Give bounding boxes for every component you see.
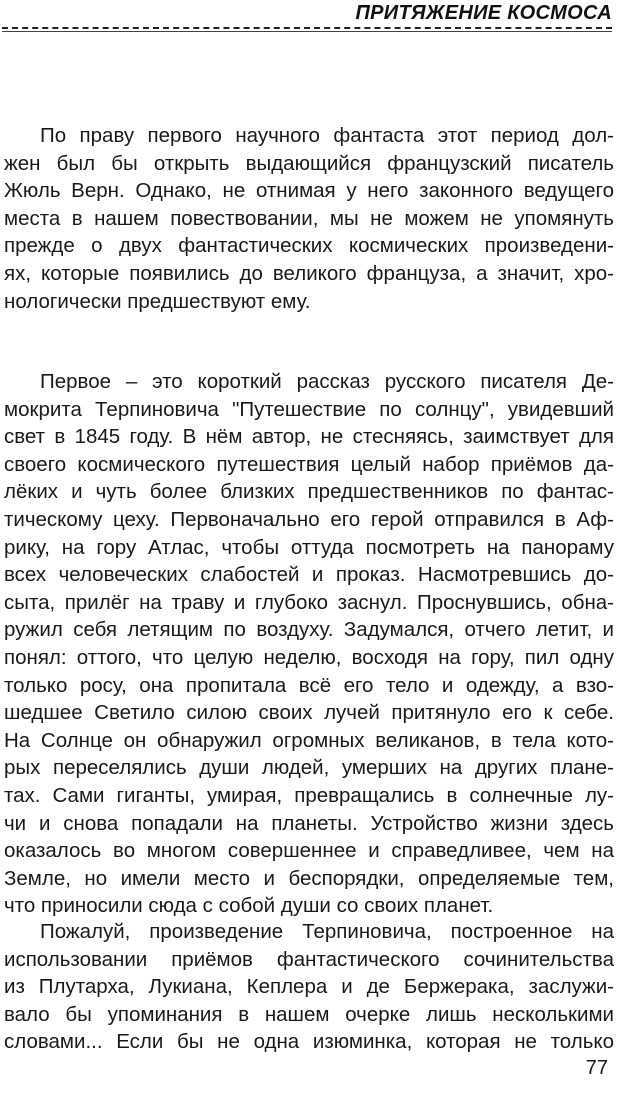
text-line: что приносили сюда с собой души со своих планет. bbox=[4, 894, 494, 918]
text-line: нологически предшествуют ему. bbox=[4, 289, 311, 313]
text-line: Жюль Верн. Однако, не отнимая у него законного ведущего bbox=[4, 179, 614, 203]
text-line: лёких и чуть более близких предшественников по фантас- bbox=[4, 480, 614, 504]
text-line: На Солнце он обнаружил огромных великанов, в тела кото- bbox=[4, 728, 614, 752]
text-line: Пожалуй, произведение Терпиновича, построенное на bbox=[40, 920, 614, 943]
text-line: Первое – это короткий рассказ русского писателя Де- bbox=[40, 370, 614, 393]
text-line: всех человеческих слабостей и проказ. Насмотревшись до- bbox=[4, 563, 614, 587]
page-number: 77 bbox=[585, 1057, 608, 1079]
text-line: свет в 1845 году. В нём автор, не стесняясь, заимствует для bbox=[4, 425, 614, 449]
header-solid-rule bbox=[2, 31, 612, 32]
running-title: ПРИТЯЖЕНИЕ КОСМОСА bbox=[355, 2, 612, 24]
text-line: шедшее Светило силою своих лучей притянуло его к себе. bbox=[4, 701, 614, 725]
text-line: только росу, она пропитала всё его тело и одежду, а взо- bbox=[4, 673, 614, 697]
paragraph-3 bbox=[0, 918, 620, 1056]
text-line: ружил себя летящим по воздуху. Задумался, отчего летит, и bbox=[4, 618, 614, 642]
text-line: тическому цеху. Первоначально его герой отправился в Аф- bbox=[4, 507, 614, 531]
text-line: жен был бы открыть выдающийся французский писатель bbox=[4, 151, 614, 175]
text-line: рику, на гору Атлас, чтобы оттуда посмотреть на панораму bbox=[4, 535, 614, 559]
text-line: По праву первого научного фантаста этот период дол- bbox=[40, 124, 614, 147]
header-dashed-rule bbox=[2, 27, 612, 29]
paragraph-2 bbox=[0, 368, 620, 920]
text-line: мокрита Терпиновича "Путешествие по солнцу", увидевший bbox=[4, 397, 614, 421]
text-line: словами... Если бы не одна изюминка, которая не только bbox=[4, 1030, 614, 1054]
text-line: ях, которые появились до великого француза, а значит, хро- bbox=[4, 261, 614, 285]
paragraph-1 bbox=[0, 122, 620, 315]
text-line: чи и снова попадали на планеты. Устройство жизни здесь bbox=[4, 811, 614, 835]
text-line: понял: оттого, что целую неделю, восходя на гору, пил одну bbox=[4, 645, 614, 669]
text-line: оказалось во многом совершеннее и справедливее, чем на bbox=[4, 839, 614, 863]
text-line: своего космического путешествия целый набор приёмов да- bbox=[4, 452, 614, 476]
text-line: тах. Сами гиганты, умирая, превращались в солнечные лу- bbox=[4, 783, 614, 807]
text-line: сыта, прилёг на траву и глубоко заснул. Проснувшись, обна- bbox=[4, 590, 614, 614]
text-line: из Плутарха, Лукиана, Кеплера и де Бержерака, заслужи- bbox=[4, 975, 614, 999]
text-line: использовании приёмов фантастического сочинительства bbox=[4, 947, 614, 971]
text-line: Земле, но имели место и беспорядки, определяемые тем, bbox=[4, 866, 614, 890]
text-line: прежде о двух фантастических космических произведени- bbox=[4, 234, 614, 258]
text-line: рых переселялись души людей, умерших на других плане- bbox=[4, 756, 614, 780]
text-line: места в нашем повествовании, мы не можем не упомянуть bbox=[4, 206, 614, 230]
text-line: вало бы упоминания в нашем очерке лишь несколькими bbox=[4, 1002, 614, 1026]
